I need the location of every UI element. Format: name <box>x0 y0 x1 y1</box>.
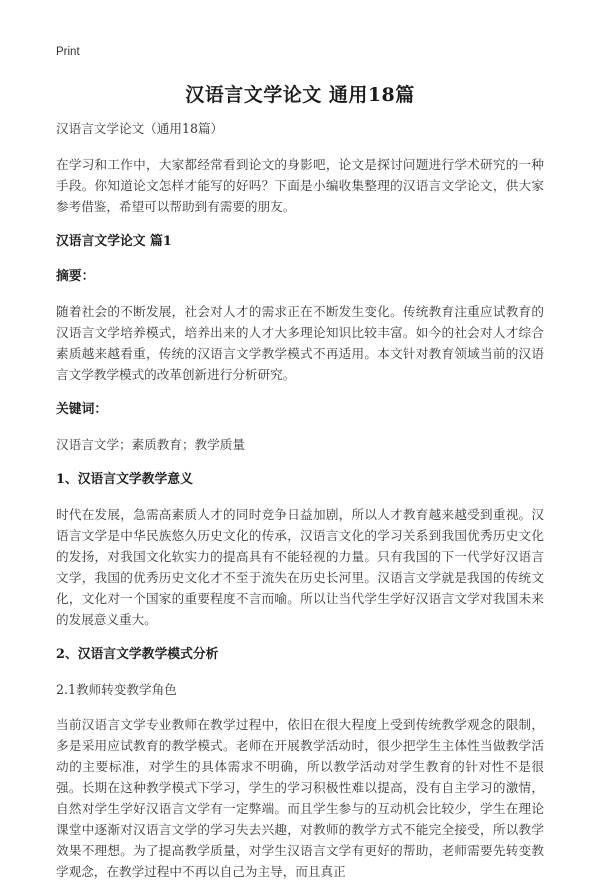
article-heading: 汉语言文学论文 篇1 <box>56 234 172 249</box>
abstract-label: 摘要： <box>56 269 95 284</box>
abstract-paragraph: 随着社会的不断发展，社会对人才的需求正在不断发生变化。传统教育注重应试教育的汉语言文学培养模式，培养出来的人才大多理论知识比较丰富。如今的社会对人才综合素质越来越看重，传统的汉语言文学教学模式不再适用。本文针对教育领域当前的汉语言文学教学模式的改革创新进行分析研究。 <box>56 304 544 382</box>
document-subtitle: 汉语言文学论文（通用18篇） <box>56 121 224 136</box>
keywords-label: 关键词： <box>56 402 108 417</box>
print-label[interactable]: Print <box>56 46 80 58</box>
section-2-1-paragraph: 当前汉语言文学专业教师在教学过程中，依旧在很大程度上受到传统教学观念的限制，多是采用应试教育的教学模式。老师在开展教学活动时，很少把学生主体性当做教学活动的主要标准，对学生的具体需求不明确，所以教学活动对学生教育的针对性不是很强。长期在这种教学模式下学习，学生的学习积极性难以提高，没有自主学习的激情，自然对学生学好汉语言文学有一定弊端。而且学生参与的互动机会比较少，学生在理论课堂中逐渐对汉语言文学的学习失去兴趣，对教师的教学方式不能完全接受，所以教学效果不理想。为了提高教学质量，对学生汉语言文学有更好的帮助，老师需要先转变教学观念，在教学过程中不再以自己为主导，而且真正 <box>56 717 544 879</box>
section-2-1-heading: 2.1教师转变教学角色 <box>56 682 177 697</box>
document-content <box>56 118 544 896</box>
intro-paragraph: 在学习和工作中，大家都经常看到论文的身影吧，论文是探讨问题进行学术研究的一种手段。你知道论文怎样才能写的好吗？下面是小编收集整理的汉语言文学论文，供大家参考借鉴，希望可以帮助到有需要的朋友。 <box>56 157 544 214</box>
keywords-text: 汉语言文学；素质教育；教学质量 <box>56 437 245 452</box>
section-2-heading: 2、汉语言文学教学模式分析 <box>56 647 219 662</box>
section-1-paragraph: 时代在发展，急需高素质人才的同时竞争日益加剧，所以人才教育越来越受到重视。汉语言文学是中华民族悠久历史文化的传承，汉语言文化的学习关系到我国优秀历史文化的发扬，对我国文化软实力的提高具有不能轻视的力量。只有我国的下一代学好汉语言文学，我国的优秀历史文化才不至于流失在历史长河里。汉语言文学就是我国的传统文化，文化对一个国家的重要程度不言而喻。所以让当代学生学好汉语言文学对我国未来的发展意义重大。 <box>56 507 544 627</box>
document-title: 汉语言文学论文 通用18篇 <box>185 84 415 106</box>
section-1-heading: 1、汉语言文学教学意义 <box>56 472 193 487</box>
